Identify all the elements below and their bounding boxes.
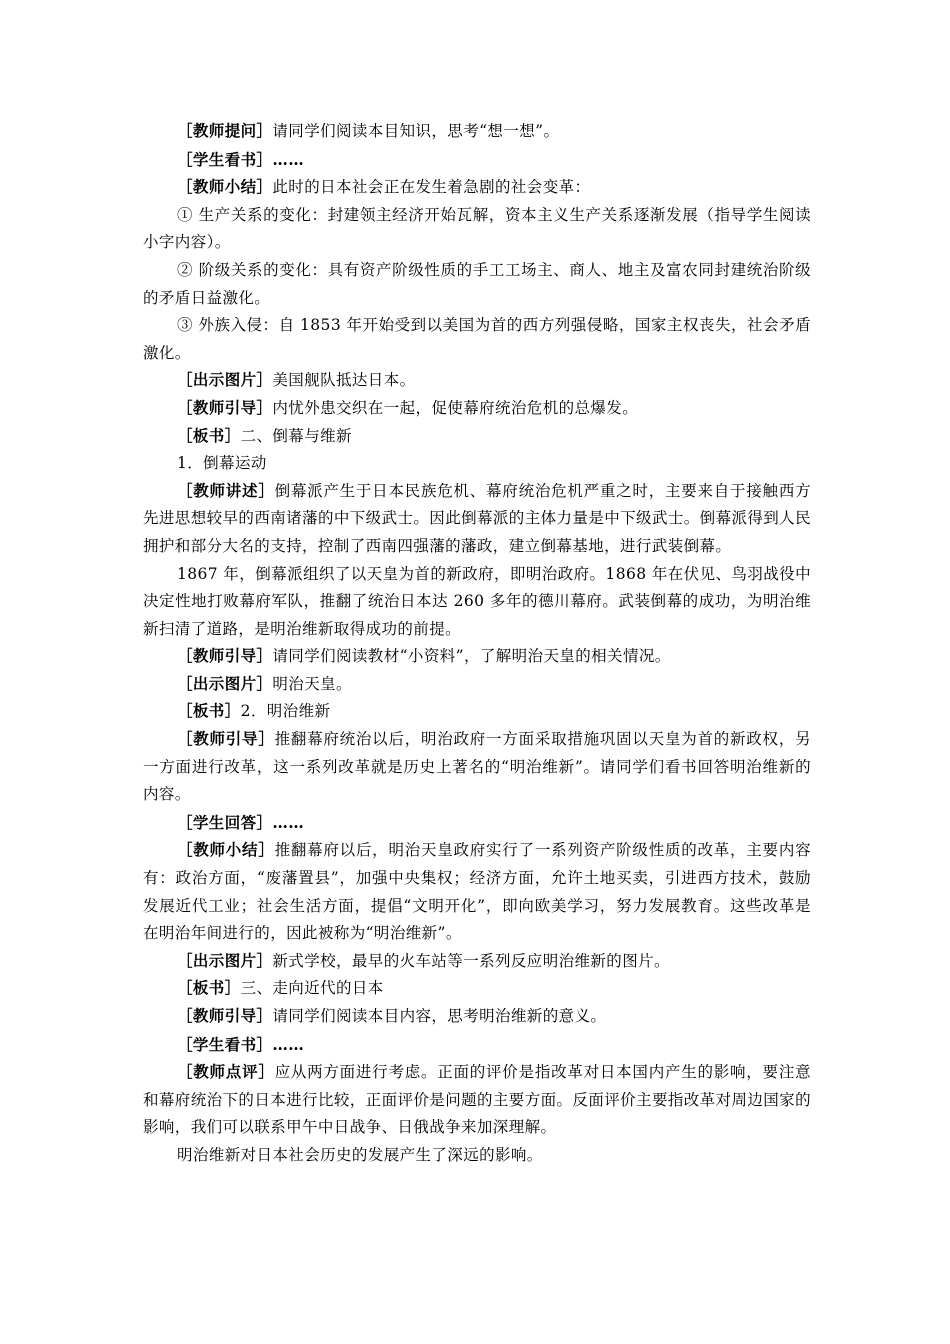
role-tag: ［教师小结］ bbox=[177, 178, 273, 197]
paragraph-text: 美国舰队抵达日本。 bbox=[272, 371, 416, 390]
role-tag: ［板书］ bbox=[177, 426, 241, 445]
role-tag: ［学生看书］ bbox=[177, 1035, 273, 1054]
paragraph bbox=[143, 975, 811, 1003]
paragraph-text: 此时的日本社会正在发生着急剧的社会变革： bbox=[272, 178, 591, 197]
paragraph-text: 请同学们阅读本目内容，思考明治维新的意义。 bbox=[272, 1007, 607, 1025]
paragraph-text: 应从两方面进行考虑。正面的评价是指改革对日本国内产生的影响，要注意和幕府统治下的日本进行比较，正面评价是问题的主要方面。反面评价主要指改革对周边国家的影响，我们可以联系甲午中日战争、日俄战争来加深理解。 bbox=[143, 1063, 811, 1137]
role-tag: ［教师提问］ bbox=[177, 122, 273, 140]
paragraph-text: 请同学们阅读教材“小资料”，了解明治天皇的相关情况。 bbox=[272, 647, 671, 666]
paragraph bbox=[143, 948, 811, 976]
paragraph-text: ③ 外族入侵：自 1853 年开始受到以美国为首的西方列强侵略，国家主权丧失，社会矛盾激化。 bbox=[143, 316, 811, 362]
paragraph-text: 倒幕派产生于日本民族危机、幕府统治危机严重之时，主要来自于接触西方先进思想较早的西南诸藩的中下级武士。因此倒幕派的主体力量是中下级武士。倒幕派得到人民拥护和部分大名的支持，控制了西南四强藩的藩政，建立倒幕基地，进行武装倒幕。 bbox=[143, 481, 811, 555]
role-tag: ［板书］ bbox=[177, 702, 241, 721]
paragraph bbox=[143, 450, 811, 478]
paragraph bbox=[143, 146, 811, 175]
paragraph-text: 新式学校，最早的火车站等一系列反应明治维新的图片。 bbox=[272, 951, 670, 970]
paragraph-text: 2．明治维新 bbox=[240, 702, 331, 721]
paragraph bbox=[143, 423, 811, 451]
paragraph bbox=[143, 1031, 811, 1060]
paragraph-text: 二、倒幕与维新 bbox=[240, 426, 352, 445]
paragraph bbox=[143, 837, 811, 947]
role-tag: ［学生回答］ bbox=[177, 813, 273, 832]
paragraph-text: ① 生产关系的变化：封建领主经济开始瓦解，资本主义生产关系逐渐发展（指导学生阅读小字内容）。 bbox=[143, 205, 811, 252]
paragraph bbox=[143, 174, 811, 202]
paragraph-text: 推翻幕府以后，明治天皇政府实行了一系列资产阶级性质的改革，主要内容有：政治方面，“废藩置县”，加强中央集权；经济方面，允许土地买卖，引进西方技术，鼓励发展近代工业；社会生活方面，提倡“文明开化”，即向欧美学习，努力发展教育。这些改革是在明治年间进行的，因此被称为“明治维新”。 bbox=[143, 841, 811, 943]
role-tag: ［教师小结］ bbox=[177, 841, 275, 860]
paragraph bbox=[143, 1003, 811, 1031]
paragraph bbox=[143, 118, 811, 146]
paragraph bbox=[143, 478, 811, 561]
role-tag: ［教师讲述］ bbox=[177, 481, 275, 500]
paragraph-text: 推翻幕府统治以后，明治政府一方面采取措施巩固以天皇为首的新政权，另一方面进行改革，这一系列改革就是历史上著名的“明治维新”。请同学们看书回答明治维新的内容。 bbox=[143, 730, 811, 804]
paragraph bbox=[143, 809, 811, 838]
paragraph bbox=[143, 312, 811, 367]
paragraph-text: 1．倒幕运动 bbox=[177, 454, 267, 473]
paragraph-text: 明治天皇。 bbox=[272, 674, 352, 693]
paragraph bbox=[143, 561, 811, 644]
paragraph bbox=[143, 698, 811, 726]
paragraph bbox=[143, 257, 811, 312]
role-tag: ［出示图片］ bbox=[177, 674, 273, 693]
role-tag: ［学生看书］ bbox=[177, 150, 273, 169]
paragraph bbox=[143, 643, 811, 671]
paragraph bbox=[143, 726, 811, 809]
role-tag: ［教师引导］ bbox=[177, 1007, 273, 1025]
document-body bbox=[143, 118, 811, 1170]
paragraph-text: 三、走向近代的日本 bbox=[240, 979, 384, 998]
paragraph-text: …… bbox=[272, 149, 305, 169]
paragraph bbox=[143, 367, 811, 395]
paragraph-text: ② 阶级关系的变化：具有资产阶级性质的手工工场主、商人、地主及富农同封建统治阶级的矛盾日益激化。 bbox=[143, 260, 811, 307]
paragraph-text: …… bbox=[272, 812, 305, 832]
role-tag: ［教师引导］ bbox=[177, 647, 273, 666]
paragraph-text: 内忧外患交织在一起，促使幕府统治危机的总爆发。 bbox=[272, 398, 639, 417]
role-tag: ［板书］ bbox=[177, 979, 241, 998]
role-tag: ［出示图片］ bbox=[177, 371, 273, 390]
role-tag: ［教师点评］ bbox=[177, 1063, 275, 1082]
role-tag: ［教师引导］ bbox=[177, 730, 275, 749]
paragraph bbox=[143, 202, 811, 257]
paragraph bbox=[143, 671, 811, 699]
paragraph bbox=[143, 1142, 811, 1170]
role-tag: ［出示图片］ bbox=[177, 951, 273, 970]
paragraph-text: 1867 年，倒幕派组织了以天皇为首的新政府，即明治政府。1868 年在伏见、鸟羽战役中决定性地打败幕府军队，推翻了统治日本达 260 多年的德川幕府。武装倒幕的成功，为明治维新扫清了道路，是明治维新取得成功的前提。 bbox=[143, 564, 811, 638]
paragraph bbox=[143, 1059, 811, 1142]
paragraph-text: 请同学们阅读本目知识，思考“想一想”。 bbox=[272, 122, 560, 140]
paragraph bbox=[143, 395, 811, 423]
role-tag: ［教师引导］ bbox=[177, 398, 273, 417]
paragraph-text: …… bbox=[272, 1034, 305, 1054]
paragraph-text: 明治维新对日本社会历史的发展产生了深远的影响。 bbox=[177, 1145, 543, 1164]
